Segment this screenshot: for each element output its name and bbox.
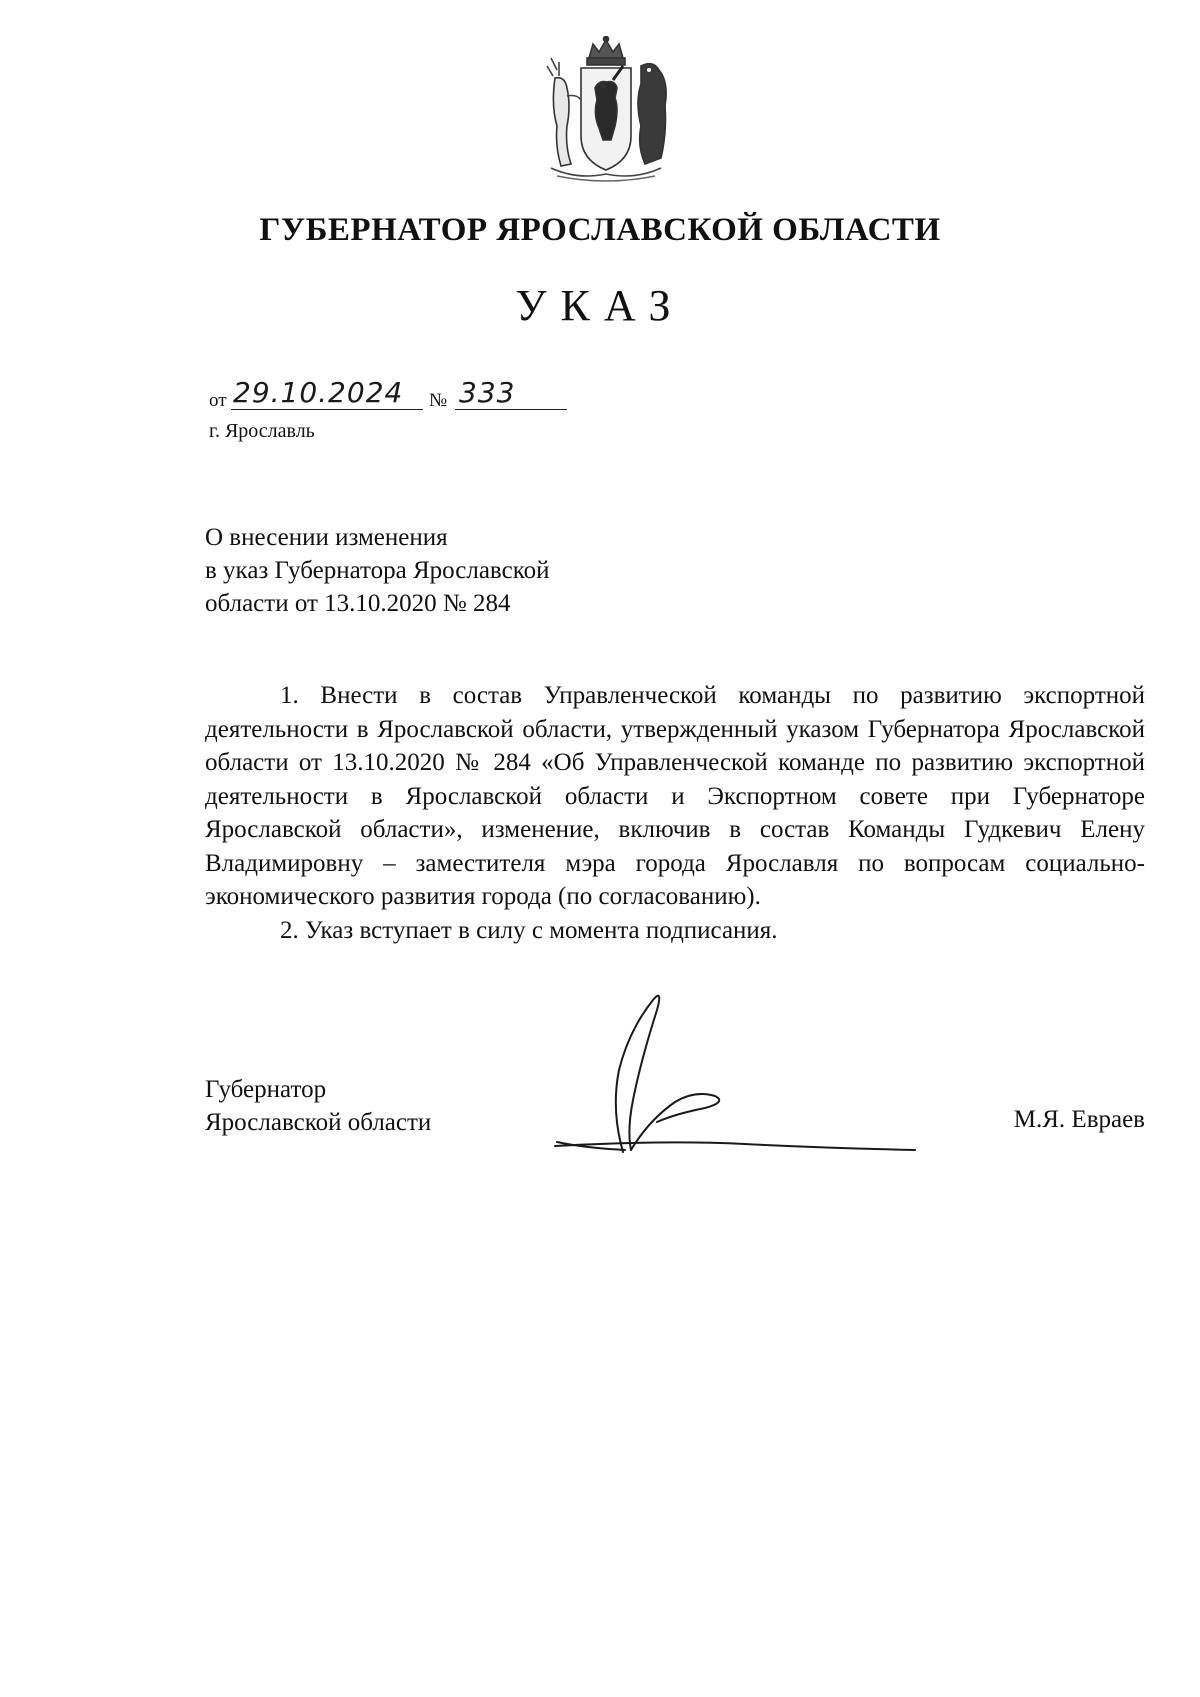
subject-line: области от 13.10.2020 № 284 <box>205 590 511 617</box>
document-city: г. Ярославль <box>209 420 315 442</box>
number-prefix: № <box>429 390 448 411</box>
issuing-authority: ГУБЕРНАТОР ЯРОСЛАВСКОЙ ОБЛАСТИ <box>259 212 941 248</box>
document-number: 333 <box>459 376 516 409</box>
document-date: 29.10.2024 <box>233 376 404 409</box>
signer-title-line: Губернатор <box>205 1076 327 1103</box>
body-paragraph-1: 1. Внести в состав Управленческой команды по развитию экспортной деятельности в Ярославской области, утвержденный указом Губернатора Ярославской области от 13.10.2020 № 284 «Об Управленческой команде по развитию экспортной деятельности в Ярославской области и Экспортном совете при Губернаторе Ярославской области», изменение, включив в состав Команды Гудкевич Елену Владимировну – заместителя мэра города Ярославля по вопросам социально-экономического развития города (по согласованию). <box>205 682 1145 910</box>
coat-of-arms-icon <box>537 36 675 184</box>
signer-title <box>205 1073 431 1139</box>
document-type: УКАЗ <box>515 281 685 330</box>
handwritten-signature <box>545 990 945 1160</box>
document-body <box>205 679 1145 947</box>
document-subject <box>205 521 549 620</box>
date-number-line <box>209 376 569 412</box>
date-prefix: от <box>209 390 227 411</box>
date-underline <box>231 409 423 410</box>
signer-name: М.Я. Евраев <box>1013 1106 1145 1133</box>
subject-line: в указ Губернатора Ярославской <box>205 557 550 584</box>
subject-line: О внесении изменения <box>205 524 448 551</box>
number-underline <box>455 409 567 410</box>
signer-title-line: Ярославской области <box>205 1109 432 1136</box>
body-paragraph-2: 2. Указ вступает в силу с момента подписания. <box>280 916 778 944</box>
